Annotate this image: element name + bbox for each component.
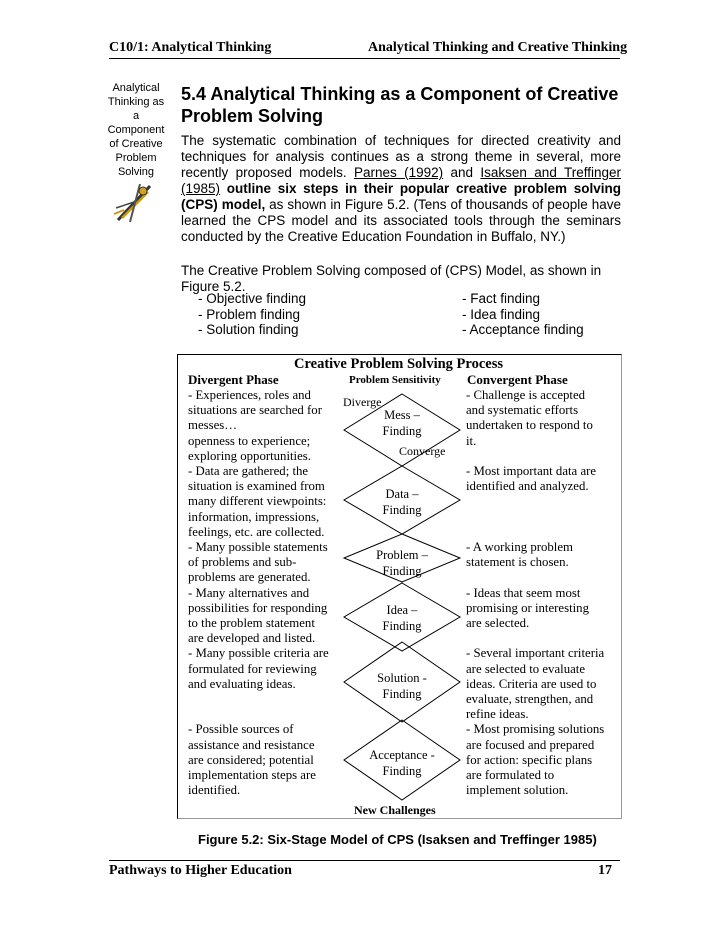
figure-text-line: promising or interesting xyxy=(466,600,589,615)
figure-text-line: exploring opportunities. xyxy=(188,448,311,463)
figure-text-line: are focused and prepared xyxy=(466,737,595,752)
reference-isaksen-treffinger: Isaksen and Treffinger (1985) xyxy=(181,165,621,196)
new-challenges-label: New Challenges xyxy=(354,803,436,817)
step-item: - Acceptance finding xyxy=(462,322,584,337)
stage-label: Finding xyxy=(382,763,422,778)
footer-rule xyxy=(109,860,620,861)
figure-text-line: implementation steps are xyxy=(188,768,316,783)
figure-text-line: - Many alternatives and xyxy=(188,585,310,600)
diverge-label: Diverge xyxy=(343,395,382,409)
margin-note xyxy=(100,81,172,179)
margin-note-line: Solving xyxy=(117,166,155,178)
figure-text-line: of problems and sub- xyxy=(188,555,297,570)
figure-title: Creative Problem Solving Process xyxy=(293,356,503,372)
margin-note-line: Problem xyxy=(115,152,157,164)
figure-text-line: - A working problem xyxy=(466,539,573,554)
paragraph-text: and xyxy=(443,165,481,180)
figure-text-line xyxy=(466,494,616,509)
figure-text-line xyxy=(188,692,343,707)
figure-text-line: are considered; potential xyxy=(188,752,314,767)
figure-text-line: identified. xyxy=(188,783,241,798)
stage-acceptance-finding xyxy=(357,748,447,779)
margin-note-line: a xyxy=(132,110,140,122)
figure-text-line: it. xyxy=(466,433,477,448)
figure-text-line: messes… xyxy=(188,418,238,433)
stage-label: Finding xyxy=(382,563,422,578)
step-item: - Objective finding xyxy=(198,291,307,306)
problem-sensitivity-header: Problem Sensitivity xyxy=(349,374,441,386)
figure-text-line: problems are generated. xyxy=(188,570,311,585)
intro-paragraph xyxy=(181,133,621,245)
figure-text-line: to the problem statement xyxy=(188,616,315,631)
stage-mess-finding xyxy=(357,408,447,439)
figure-text-line xyxy=(466,525,616,540)
figure-text-line: many different viewpoints: xyxy=(188,494,327,509)
step-item: - Problem finding xyxy=(198,306,301,322)
figure-text-line: - Experiences, roles and xyxy=(188,388,311,402)
figure-text-line: openness to experience; xyxy=(188,433,311,448)
divergent-phase-header: Divergent Phase xyxy=(188,372,279,387)
reference-parnes: Parnes (1992) xyxy=(353,165,444,180)
figure-caption: Figure 5.2: Six-Stage Model of CPS (Isaksen and Treffinger 1985) xyxy=(198,832,597,847)
header-rule xyxy=(109,58,620,59)
stage-data-finding xyxy=(357,487,447,518)
stage-label: Idea – xyxy=(386,603,418,617)
figure-text-line: - Many possible criteria are xyxy=(188,646,329,661)
steps-list-right xyxy=(462,291,584,338)
figure-text-line: and evaluating ideas. xyxy=(188,676,296,691)
figure-text-line: are selected to evaluate xyxy=(466,661,586,676)
figure-text-line: implement solution. xyxy=(466,783,569,798)
figure-text-line: and systematic efforts xyxy=(466,403,579,418)
figure-text-line: - Data are gathered; the xyxy=(188,464,309,479)
header-chapter-title: Analytical Thinking and Creative Thinking xyxy=(368,40,628,55)
stage-label: Solution - xyxy=(377,671,427,685)
figure-text-line: ideas. Criteria are used to xyxy=(466,676,597,691)
figure-text-line: - Several important criteria xyxy=(466,646,605,661)
paragraph-text: as shown in Figure 5.2. (Tens of thousands of people have learned the CPS model and its associated tools through the seminars conducted by the Creative Education Foundation in Buffalo, NY.) xyxy=(181,197,621,244)
figure-text-line: are formulated to xyxy=(466,767,555,782)
paragraph-text: The systematic combination of techniques for directed creativity and techniques for analysis continues as a strong theme in several, more recently proposed models. xyxy=(181,133,621,180)
figure-text-line: - Challenge is accepted xyxy=(466,388,586,402)
figure-text-line: for action: specific plans xyxy=(466,752,593,767)
figure-text-line: situation is examined from xyxy=(188,479,325,494)
figure-text-line: statement is chosen. xyxy=(466,555,569,570)
figure-text-line xyxy=(466,510,616,525)
section-heading: 5.4 Analytical Thinking as a Component of Creative Problem Solving xyxy=(181,84,619,126)
stage-label: Finding xyxy=(382,686,422,701)
figure-text-line xyxy=(188,707,343,722)
stage-label: Problem – xyxy=(376,548,428,562)
figure-text-line: possibilities for responding xyxy=(188,600,328,615)
stage-label: Finding xyxy=(382,618,422,633)
figure-text-line: refine ideas. xyxy=(466,707,529,722)
margin-note-line: Thinking as xyxy=(107,96,165,108)
margin-note-line: of Creative xyxy=(109,138,163,150)
figure-text-line: identified and analyzed. xyxy=(466,479,589,494)
footer-book-title: Pathways to Higher Education xyxy=(109,863,292,878)
figure-text-line: evaluate, strengthen, and xyxy=(466,691,594,706)
compass-tool-icon xyxy=(110,178,158,226)
figure-text-line: - Most promising solutions xyxy=(466,722,605,737)
figure-text-line: information, impressions, xyxy=(188,509,320,524)
stage-problem-finding xyxy=(357,548,447,579)
divergent-column xyxy=(188,388,343,798)
figure-text-line: situations are searched for xyxy=(188,403,322,418)
convergent-column xyxy=(466,388,616,798)
converge-label: Converge xyxy=(399,444,446,458)
figure-text-line: - Many possible statements xyxy=(188,540,328,555)
figure-text-line: formulated for reviewing xyxy=(188,661,317,676)
figure-text-line xyxy=(466,570,616,585)
stage-solution-finding xyxy=(357,671,447,702)
step-item: - Fact finding xyxy=(462,291,541,306)
stage-label: Finding xyxy=(382,502,422,517)
figure-text-line: undertaken to respond to xyxy=(466,418,593,433)
figure-text-line xyxy=(466,631,616,646)
figure-text-line: - Most important data are xyxy=(466,464,597,478)
figure-text-line: feelings, etc. are collected. xyxy=(188,524,325,539)
figure-text-line: - Possible sources of xyxy=(188,722,294,737)
model-paragraph: The Creative Problem Solving composed of (CPS) Model, as shown in Figure 5.2. xyxy=(181,263,602,294)
figure-text-line: - Ideas that seem most xyxy=(466,585,581,600)
step-item: - Idea finding xyxy=(462,306,541,322)
steps-list-left xyxy=(198,291,306,338)
figure-text-line xyxy=(466,449,616,464)
header-course-title: C10/1: Analytical Thinking xyxy=(109,40,272,55)
figure-text-line: are developed and listed. xyxy=(188,631,316,646)
stage-label: Finding xyxy=(382,423,422,438)
stage-label: Mess – xyxy=(384,408,420,422)
stage-label: Data – xyxy=(385,487,419,501)
figure-text-line: are selected. xyxy=(466,615,530,630)
stage-idea-finding xyxy=(357,603,447,634)
stage-label: Acceptance - xyxy=(369,748,435,762)
page-number: 17 xyxy=(598,863,612,878)
step-item: - Solution finding xyxy=(198,322,299,337)
paragraph-bold-text: outline six steps in their popular creative problem solving (CPS) model, xyxy=(181,181,621,212)
margin-note-line: Analytical xyxy=(112,82,160,94)
figure-text-line: assistance and resistance xyxy=(188,737,315,752)
margin-note-line: Component xyxy=(107,124,165,136)
convergent-phase-header: Convergent Phase xyxy=(467,372,568,387)
